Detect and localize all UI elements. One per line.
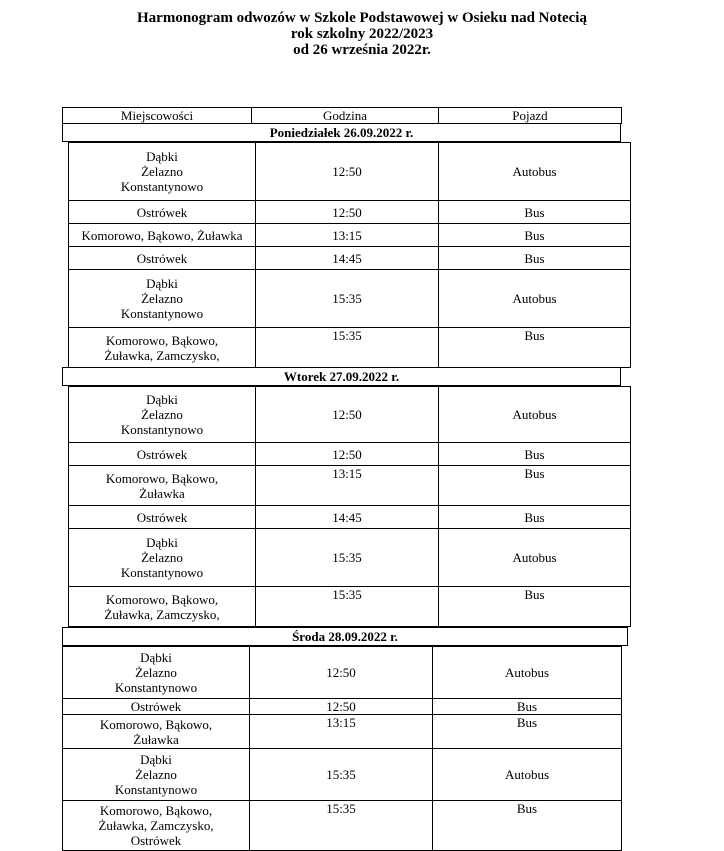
- time-cell: 12:50: [256, 143, 439, 201]
- time-cell: 15:35: [250, 801, 433, 851]
- place-cell: Dąbki Żelazno Konstantynowo: [69, 529, 256, 587]
- title-line-3: od 26 września 2022r.: [293, 42, 431, 58]
- table-row: [69, 387, 631, 443]
- table-row: [69, 529, 631, 587]
- place-cell: Ostrówek: [63, 699, 250, 715]
- vehicle-cell: Bus: [439, 328, 631, 368]
- place-cell: Komorowo, Bąkowo, Żuławka, Zamczysko,: [69, 328, 256, 368]
- place-cell: Dąbki Żelazno Konstantynowo: [63, 647, 250, 699]
- time-cell: 15:35: [256, 270, 439, 328]
- table-row: [69, 270, 631, 328]
- place-cell: Komorowo, Bąkowo, Żuławka, Zamczysko,: [69, 587, 256, 627]
- table-row: [69, 143, 631, 201]
- time-cell: 15:35: [256, 587, 439, 627]
- vehicle-cell: Bus: [433, 715, 622, 749]
- table-row: [63, 699, 622, 715]
- vehicle-cell: Bus: [439, 506, 631, 529]
- column-header-vehicle: Pojazd: [439, 108, 622, 124]
- table-row: [69, 506, 631, 529]
- table-row: [69, 328, 631, 368]
- table-row: [69, 247, 631, 270]
- time-cell: 14:45: [256, 506, 439, 529]
- vehicle-cell: Autobus: [439, 270, 631, 328]
- vehicle-cell: Autobus: [433, 647, 622, 699]
- time-cell: 15:35: [256, 529, 439, 587]
- table-row: [63, 749, 622, 801]
- vehicle-cell: Bus: [439, 587, 631, 627]
- table-row: [63, 647, 622, 699]
- place-cell: Dąbki Żelazno Konstantynowo: [63, 749, 250, 801]
- vehicle-cell: Bus: [433, 801, 622, 851]
- vehicle-cell: Bus: [439, 443, 631, 466]
- vehicle-cell: Autobus: [433, 749, 622, 801]
- table-row: [63, 715, 622, 749]
- day-header-monday: Poniedziałek 26.09.2022 r.: [62, 123, 621, 142]
- place-cell: Komorowo, Bąkowo, Żuławka: [63, 715, 250, 749]
- time-cell: 12:50: [256, 387, 439, 443]
- time-cell: 12:50: [250, 699, 433, 715]
- vehicle-cell: Bus: [439, 247, 631, 270]
- time-cell: 13:15: [256, 224, 439, 247]
- header-table: [62, 107, 622, 124]
- place-cell: Komorowo, Bąkowo, Żuławka, Zamczysko, Ostrówek: [63, 801, 250, 851]
- table-row: [63, 801, 622, 851]
- place-cell: Ostrówek: [69, 201, 256, 224]
- vehicle-cell: Autobus: [439, 387, 631, 443]
- place-cell: Dąbki Żelazno Konstantynowo: [69, 387, 256, 443]
- table-row: [69, 587, 631, 627]
- vehicle-cell: Autobus: [439, 143, 631, 201]
- time-cell: 12:50: [256, 443, 439, 466]
- table-row: [69, 224, 631, 247]
- title-line-2: rok szkolny 2022/2023: [290, 26, 434, 42]
- column-header-places: Miejscowości: [63, 108, 252, 124]
- table-row: [69, 466, 631, 506]
- place-cell: Komorowo, Bąkowo, Żuławka: [69, 466, 256, 506]
- place-cell: Komorowo, Bąkowo, Żuławka: [69, 224, 256, 247]
- place-cell: Ostrówek: [69, 506, 256, 529]
- place-cell: Dąbki Żelazno Konstantynowo: [69, 143, 256, 201]
- table-row: [69, 201, 631, 224]
- time-cell: 12:50: [250, 647, 433, 699]
- day-header-tuesday: Wtorek 27.09.2022 r.: [62, 367, 621, 386]
- schedule-table-wednesday: [62, 646, 622, 851]
- document-title: [0, 10, 724, 58]
- time-cell: 15:35: [256, 328, 439, 368]
- table-row: [69, 443, 631, 466]
- time-cell: 13:15: [250, 715, 433, 749]
- day-header-wednesday: Środa 28.09.2022 r.: [62, 627, 628, 646]
- time-cell: 14:45: [256, 247, 439, 270]
- time-cell: 15:35: [250, 749, 433, 801]
- vehicle-cell: Autobus: [439, 529, 631, 587]
- schedule-table-tuesday: [68, 386, 631, 627]
- vehicle-cell: Bus: [433, 699, 622, 715]
- vehicle-cell: Bus: [439, 201, 631, 224]
- vehicle-cell: Bus: [439, 224, 631, 247]
- time-cell: 13:15: [256, 466, 439, 506]
- place-cell: Ostrówek: [69, 443, 256, 466]
- vehicle-cell: Bus: [439, 466, 631, 506]
- title-line-1: Harmonogram odwozów w Szkole Podstawowej w Osieku nad Notecią: [137, 10, 587, 26]
- time-cell: 12:50: [256, 201, 439, 224]
- place-cell: Dąbki Żelazno Konstantynowo: [69, 270, 256, 328]
- schedule-table-monday: [68, 142, 631, 368]
- column-header-time: Godzina: [252, 108, 439, 124]
- place-cell: Ostrówek: [69, 247, 256, 270]
